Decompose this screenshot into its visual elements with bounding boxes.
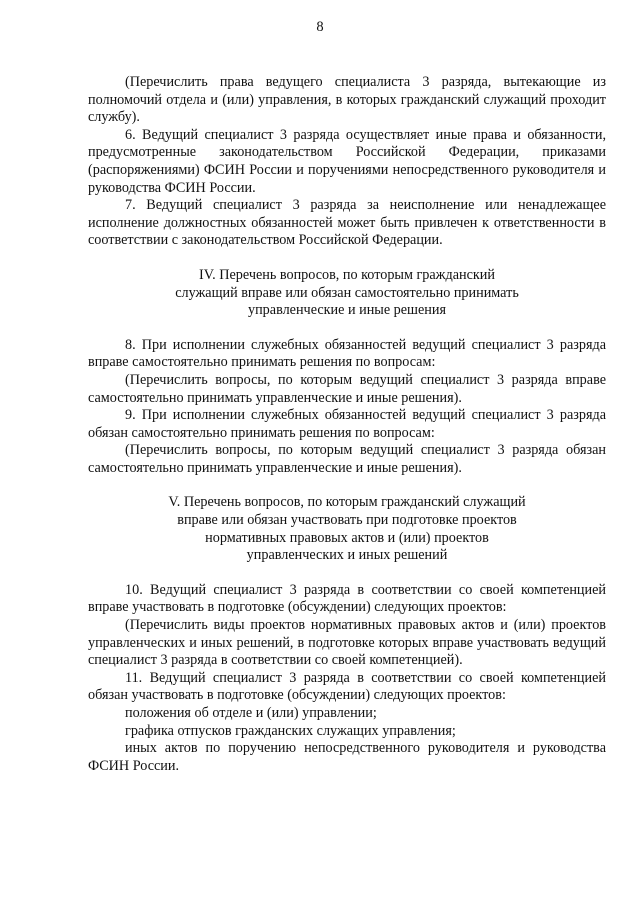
section-heading-line: управленческие и иные решения [248, 302, 446, 319]
section-iv-heading [88, 267, 606, 320]
paragraph-9-note: (Перечислить вопросы, по которым ведущий специалист 3 разряда обязан самостоятельно принимать управленческие и иные решения). [88, 442, 606, 476]
section-heading-line: V. Перечень вопросов, по которым гражданский служащий [168, 494, 526, 511]
section-heading-line: управленческих и иных решений [246, 547, 448, 564]
paragraph-7: 7. Ведущий специалист 3 разряда за неисполнение или ненадлежащее исполнение должностных обязанностей может быть привлечен к ответственности в соответствии с законодательством Российской Федерации. [88, 197, 606, 249]
section-heading-line: вправе или обязан участвовать при подготовке проектов [177, 512, 517, 529]
document-body [88, 74, 606, 775]
paragraph-8-note: (Перечислить вопросы, по которым ведущий специалист 3 разряда вправе самостоятельно принимать управленческие и иные решения). [88, 371, 606, 406]
paragraph-11: 11. Ведущий специалист 3 разряда в соответствии со своей компетенцией обязан участвовать в подготовке (обсуждении) следующих проектов: [88, 669, 606, 704]
section-heading-line: IV. Перечень вопросов, по которым гражданский [199, 266, 495, 283]
page-number: 8 [316, 19, 324, 35]
paragraph-rights-list: (Перечислить права ведущего специалиста 3 разряда, вытекающие из полномочий отдела и (или) управления, в которых гражданский служащий проходит службу). [88, 74, 606, 126]
paragraph-8: 8. При исполнении служебных обязанностей ведущий специалист 3 разряда вправе самостоятельно принимать решения по вопросам: [88, 336, 606, 371]
list-item: графика отпусков гражданских служащих управления; [125, 722, 456, 739]
list-item: положения об отделе и (или) управлении; [125, 705, 377, 721]
section-heading-line: нормативных правовых актов и (или) проектов [205, 529, 489, 546]
section-iv-body [88, 337, 606, 478]
section-v-heading [88, 494, 606, 564]
section-v-body [88, 582, 606, 776]
paragraph-6: 6. Ведущий специалист 3 разряда осуществляет иные права и обязанности, предусмотренные законодательством Российской Федерации, приказами (распоряжениями) ФСИН России и поручениями непосредственного руководителя и руководства ФСИН России. [88, 126, 606, 196]
section-heading-line: служащий вправе или обязан самостоятельно принимать [175, 284, 519, 301]
paragraph-9: 9. При исполнении служебных обязанностей ведущий специалист 3 разряда обязан самостоятельно принимать решения по вопросам: [88, 407, 606, 441]
paragraph-10-note: (Перечислить виды проектов нормативных правовых актов и (или) проектов управленческих и иных решений, в подготовке которых вправе участвовать ведущий специалист 3 разряда в соответствии со своей компетенцией). [88, 617, 606, 669]
list-item: иных актов по поручению непосредственного руководителя и руководства ФСИН России. [88, 740, 606, 774]
paragraph-10: 10. Ведущий специалист 3 разряда в соответствии со своей компетенцией вправе участвовать в подготовке (обсуждении) следующих проектов: [88, 581, 606, 616]
